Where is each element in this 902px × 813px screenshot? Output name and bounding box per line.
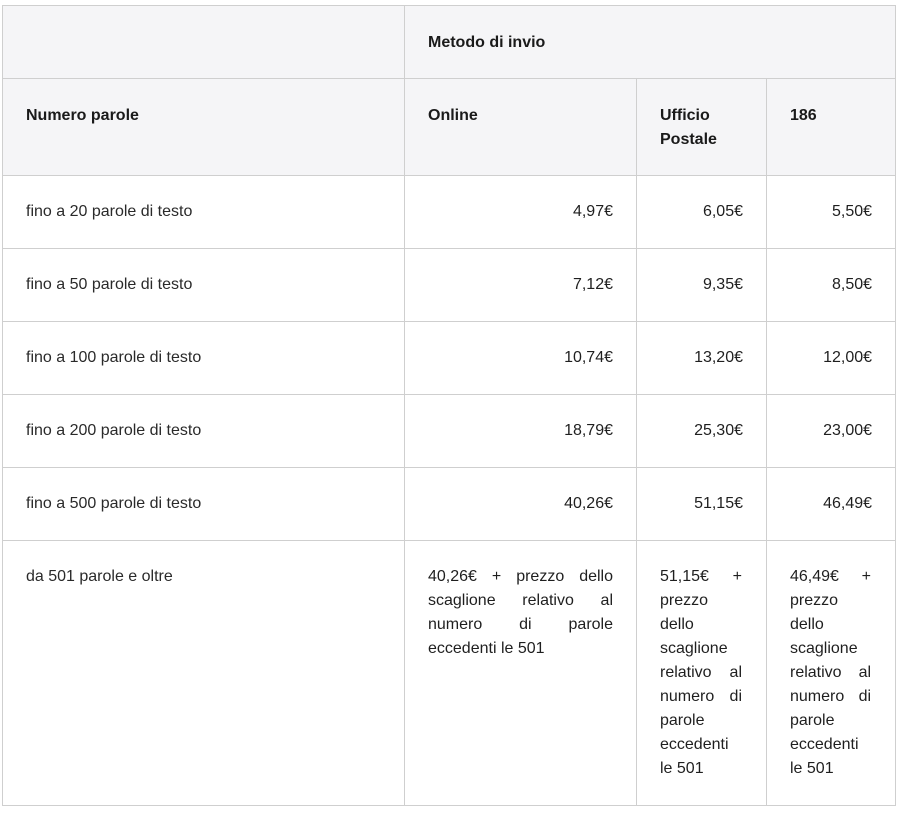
row-label: da 501 parole e oltre [26, 568, 173, 585]
header-col-label [3, 79, 405, 176]
ufficio-price-cell [637, 249, 767, 322]
call186-price: 5,50€ [831, 203, 873, 220]
header-col-ufficio [637, 79, 767, 176]
call186-price: 23,00€ [823, 422, 873, 439]
call186-price: 8,50€ [831, 276, 873, 293]
row-label: fino a 20 parole di testo [26, 203, 193, 220]
ufficio-price: 13,20€ [694, 349, 743, 366]
row-label: fino a 100 parole di testo [26, 349, 202, 366]
header-empty-cell [3, 6, 405, 79]
online-price: 7,12€ [572, 276, 613, 293]
header-col-186-text: 186 [790, 107, 817, 124]
row-label-cell [3, 541, 405, 806]
header-group-cell [405, 6, 896, 79]
online-price-cell [405, 322, 637, 395]
online-price-cell [405, 541, 637, 806]
table-header [3, 6, 896, 176]
table-row [3, 176, 896, 249]
online-price: 4,97€ [572, 203, 613, 220]
table-row [3, 249, 896, 322]
header-group-label: Metodo di invio [428, 34, 546, 51]
ufficio-price: 25,30€ [694, 422, 743, 439]
ufficio-price-cell [637, 322, 767, 395]
ufficio-price: 6,05€ [702, 203, 743, 220]
table-row [3, 395, 896, 468]
table-row [3, 322, 896, 395]
online-price-cell [405, 176, 637, 249]
online-price-cell [405, 395, 637, 468]
call186-price-cell [767, 395, 896, 468]
call186-price-cell [767, 322, 896, 395]
call186-price-cell [767, 541, 896, 806]
online-price: 10,74€ [564, 349, 613, 366]
row-label-cell [3, 249, 405, 322]
online-price-cell [405, 249, 637, 322]
row-label-cell [3, 176, 405, 249]
call186-price: 46,49€ + prezzo dello scaglione relativo al numero di parole eccedenti le 501 [790, 568, 872, 777]
header-row-group [3, 6, 896, 79]
header-col-label-text: Numero parole [26, 107, 139, 124]
header-row-columns [3, 79, 896, 176]
header-col-online [405, 79, 637, 176]
call186-price: 46,49€ [823, 495, 873, 512]
ufficio-price-cell [637, 395, 767, 468]
table-body [3, 176, 896, 806]
online-price: 18,79€ [564, 422, 613, 439]
call186-price-cell [767, 176, 896, 249]
call186-price: 12,00€ [823, 349, 873, 366]
online-price-cell [405, 468, 637, 541]
row-label-cell [3, 468, 405, 541]
call186-price-cell [767, 249, 896, 322]
call186-price-cell [767, 468, 896, 541]
table-row [3, 468, 896, 541]
row-label: fino a 500 parole di testo [26, 495, 202, 512]
ufficio-price-cell [637, 176, 767, 249]
price-table [2, 5, 896, 806]
header-col-ufficio-text: Ufficio Postale [660, 107, 717, 148]
header-col-186 [767, 79, 896, 176]
ufficio-price: 51,15€ + prezzo dello scaglione relativo al numero di parole eccedenti le 501 [660, 568, 742, 777]
table-row [3, 541, 896, 806]
online-price: 40,26€ + prezzo dello scaglione relativo al numero di parole eccedenti le 501 [428, 568, 613, 657]
row-label: fino a 50 parole di testo [26, 276, 193, 293]
row-label: fino a 200 parole di testo [26, 422, 202, 439]
header-col-online-text: Online [428, 107, 478, 124]
row-label-cell [3, 395, 405, 468]
ufficio-price-cell [637, 541, 767, 806]
ufficio-price-cell [637, 468, 767, 541]
online-price: 40,26€ [564, 495, 613, 512]
ufficio-price: 9,35€ [702, 276, 743, 293]
ufficio-price: 51,15€ [694, 495, 743, 512]
row-label-cell [3, 322, 405, 395]
